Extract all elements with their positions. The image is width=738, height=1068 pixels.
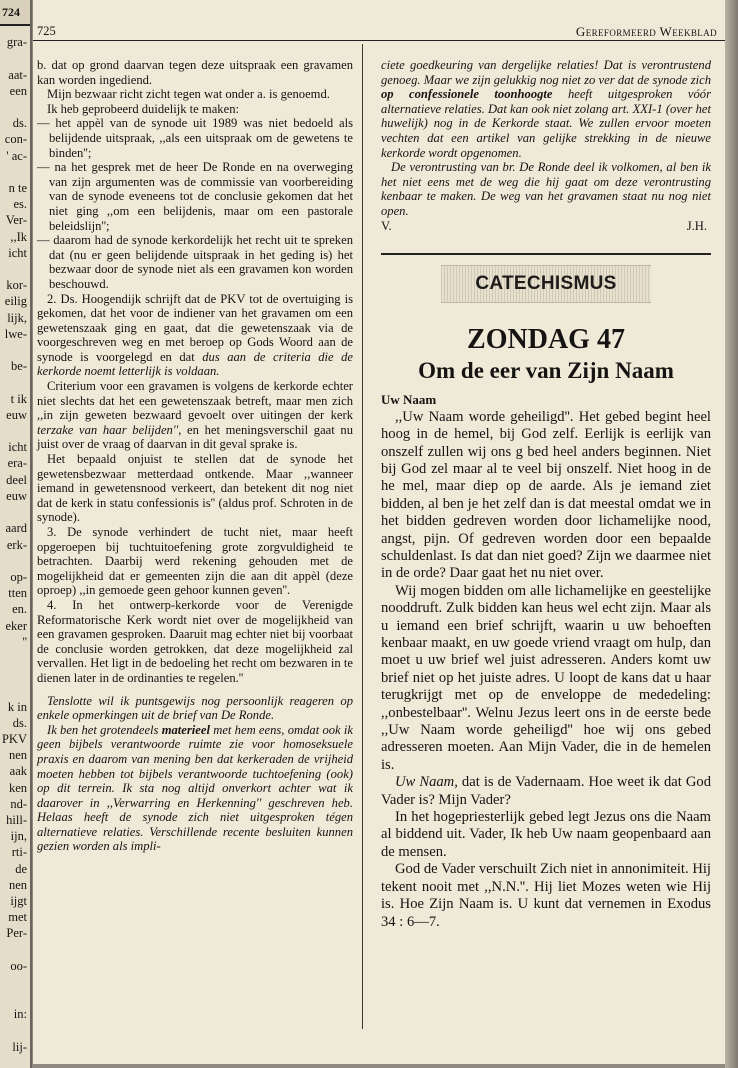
previous-page-fragment: hill- — [6, 812, 27, 827]
previous-page-fragment: t ik — [10, 391, 27, 406]
previous-page-fragment — [0, 261, 30, 277]
previous-page-fragment — [0, 666, 30, 682]
previous-page-fragment: Ver- — [5, 213, 27, 228]
previous-page-fragment: gra- — [6, 35, 27, 50]
paragraph-point-3: 3. De synode verhindert de tucht niet, maar heeft opgeroepen bij tuchtuitoefening grote zorgvuldigheid te betrachten. Daarbij werd rekening gehouden met de mogelijkheid dat er gemeenten zijn die aan dit appèl (deze oproep) ,,in gemoede geen gehoor kunnen geven''. — [37, 525, 353, 598]
page-number: 725 — [37, 24, 56, 38]
previous-page-fragment: aat- — [8, 67, 27, 82]
previous-page-fragment: deel — [6, 472, 27, 487]
previous-page-fragment — [0, 553, 30, 569]
catechism-paragraph-5: God de Vader verschuilt Zich niet in annonimiteit. Hij tekent nooit met ,,N.N.''. Hij liet Mozes weten wie Hij is. Hoe Zijn Naam is. U kunt dat vernemen in Exodus 34 : 6—7. — [381, 861, 711, 930]
criterium-text: Criterium voor een gravamen is volgens de kerkorde echter niet slechts dat het een gewetenszaak betreft, maar men zich ,,in zijn geweten bezwaard gevoelt over uitingen der kerk — [37, 379, 353, 423]
catechism-paragraph-3 — [381, 774, 711, 809]
ik-ben-text: Ik ben het grotendeels — [47, 722, 162, 737]
previous-page-fragment: icht — [8, 440, 27, 455]
publication-title: Gereformeerd Weekblad — [575, 24, 717, 39]
previous-page-fragment: nen — [8, 877, 27, 892]
previous-page-fragment: k in — [7, 699, 27, 714]
previous-page-fragment: euw — [6, 488, 27, 503]
previous-page-fragment: aard — [5, 521, 27, 536]
paragraph-point-2 — [37, 292, 353, 380]
paragraph-continuation — [381, 58, 711, 160]
page — [33, 0, 725, 1064]
previous-page-fragment: be- — [11, 359, 27, 374]
previous-page-fragment: ' ac- — [6, 148, 27, 163]
previous-page-fragment: euw — [6, 407, 27, 422]
previous-page-fragment: nen — [8, 748, 27, 763]
paragraph-ik-ben — [37, 723, 353, 854]
previous-page-fragment — [0, 423, 30, 439]
signature-line — [381, 219, 711, 234]
continuation-rest: heeft uitgesproken vóór alternatieve relaties. Dat kan ook niet zolang art. XXI-1 (over het huwelijk) nog in de Kerkorde staat. We zullen ervoor moeten vechten dat een artikel van gelijke strekking in de nieuwe kerkorde wordt opgenomen. — [381, 87, 711, 160]
previous-page-fragments — [0, 34, 30, 1055]
criterium-italic: terzake van haar belijden'', — [37, 422, 182, 437]
previous-page-fragment: oo- — [10, 958, 27, 973]
previous-page-fragment — [0, 374, 30, 390]
previous-page-fragment: Per- — [6, 926, 27, 941]
previous-page-fragment — [0, 1023, 30, 1039]
paragraph-criterium — [37, 379, 353, 452]
right-column — [381, 58, 711, 931]
dash-item-2: — na het gesprek met de heer De Ronde en na overweging van zijn argumenten was de commissie van voorbereiding van de synode eveneens tot de conclusie gekomen dat het niet ging ,,om een belijdenis, maar om een pastorale beleidslijn''; — [37, 160, 353, 233]
page-shadow — [725, 0, 738, 1068]
previous-page-fragment — [0, 942, 30, 958]
paragraph-b: b. dat op grond daarvan tegen deze uitspraak een gravamen kan worden ingediend. — [37, 58, 353, 87]
section-rule — [381, 253, 711, 255]
previous-page-fragment — [0, 342, 30, 358]
catechism-body — [381, 409, 711, 931]
zondag-heading: ZONDAG 47 — [467, 324, 625, 356]
left-column — [37, 58, 353, 854]
previous-page-fragment: ijn, — [10, 829, 27, 844]
catechism-paragraph-4: In het hogepriesterlijk gebed legt Jezus ons die Naam al biddend uit. Vader, Ik heb Uw naam geopenbaard aan de mensen. — [381, 809, 711, 860]
previous-page-fragment: ,,Ik — [10, 229, 27, 244]
previous-page-fragment: eker — [5, 618, 27, 633]
previous-page-fragment — [0, 504, 30, 520]
previous-page-fragment: en. — [12, 602, 27, 617]
previous-page-fragment: op- — [10, 569, 27, 584]
previous-page-fragment: erk- — [6, 537, 27, 552]
previous-page-fragment: nd- — [10, 796, 27, 811]
previous-page-fragment: de — [15, 861, 27, 876]
signature-right: J.H. — [686, 218, 707, 233]
column-divider — [362, 44, 363, 1029]
previous-page-fragment: met — [8, 910, 27, 925]
previous-page-fragment: lijk, — [7, 310, 27, 325]
previous-page-fragment: es. — [13, 197, 27, 212]
previous-page-fragment — [0, 99, 30, 115]
paragraph-bepaald: Het bepaald onjuist te stellen dat de synode het gewetensbezwaar metterdaad ontkende. Maar ,,wanneer iemand in gewetensnood verkeert, dan betekent dit nog niet dat de kerk in statu confessionis is'' (aldus prof. Schroten in de synode). — [37, 452, 353, 525]
previous-page-fragment — [0, 974, 30, 990]
previous-page-fragment: lij- — [12, 1039, 27, 1054]
previous-page-fragment: PKV — [1, 731, 27, 746]
paragraph-objection: Mijn bezwaar richt zicht tegen wat onder a. is genoemd. — [47, 87, 330, 102]
continuation-text: ciete goedkeuring van dergelijke relaties! Dat is verontrustend genoeg. Maar we zijn gelukkig nog niet zo ver dat de synode zich — [381, 58, 711, 87]
previous-page-fragment: tten — [8, 586, 27, 601]
previous-page-fragment — [0, 50, 30, 66]
paragraph-tried: Ik heb geprobeerd duidelijk te maken: — [47, 101, 239, 116]
previous-page-fragment — [0, 650, 30, 666]
previous-page-fragment — [0, 990, 30, 1006]
previous-page-fragment: con- — [4, 132, 27, 147]
signature-left: V. — [381, 218, 392, 233]
previous-page-fragment: eilig — [4, 294, 27, 309]
previous-page-fragment: ken — [8, 780, 27, 795]
continuation-bold: op confessionele toonhoogte — [381, 87, 553, 102]
ik-ben-bold: materieel — [161, 722, 210, 737]
previous-page-fragment: ijgt — [10, 893, 27, 908]
dash-item-1: — het appèl van de synode uit 1989 was niet bedoeld als belijdende uitspraak, ,,als een uitspraak om de gewetens te binden''; — [37, 116, 353, 160]
previous-page-fragment: rti- — [11, 845, 27, 860]
previous-page-fragment — [0, 164, 30, 180]
previous-page-fragment: kor- — [6, 278, 27, 293]
paragraph-point-4: 4. In het ontwerp-kerkorde voor de Verenigde Reformatorische Kerk wordt niet over de mogelijkheid van een gravamen gesproken. Daaruit mag echter niet bij voorbaat de conclusie worden getrokken, dat deze mogelijkheid zal vervallen. Het ligt in de bedoeling het recht om bezwaren in te dienen later in de ordinanties te regelen.'' — [37, 597, 353, 685]
dash-item-3: — daarom had de synode kerkordelijk het recht uit te spreken dat (nu er geen belijdende uitspraak in het geding is) het bezwaar door de synode niet als een gravamen kon worden beschouwd. — [37, 233, 353, 291]
catechism-paragraph-2: Wij mogen bidden om alle lichamelijke en geestelijke nooddruft. Zulk bidden kan heus wel echt zijn. Maar als u iemand een brief schrijft, waarin u uw behoeften kenbaar maakt, en uw goede vriend vraagt om hulp, dan moet u uw brief wel juist adresseren. Anders komt uw brief niet op het juiste adres. U loopt de kans dat u haar terugkrijgt met op de enveloppe de mededeling: ,,onbestelbaar''. Welnu Jezus leert ons in de eerste bede ,,Uw Naam worde geheiligd'' hoe wij ons gebed adresseren moeten. Aan Mijn Vader, die in de hemelen is. — [381, 582, 711, 773]
previous-page-edge — [0, 0, 32, 1068]
paragraph-verontrusting: De verontrusting van br. De Ronde deel ik volkomen, al ben ik het niet eens met de weg die hij gaat om deze verontrusting kenbaar te maken. De weg van het gravamen staat nu nog niet open. — [381, 160, 711, 218]
running-head — [33, 22, 725, 41]
section-banner — [441, 265, 651, 303]
point-2-text: 2. Ds. Hoogendijk schrijft dat de PKV tot de overtuiging is gekomen, dat het voor de indiener van het gravamen om een gewetenszaak ging en gaat, dat die gewetenszaak via de voorgeschreven weg en met beroep op Gods Woord aan de synode is voorgelegd en dat — [37, 291, 353, 364]
previous-page-fragment: in: — [13, 1007, 27, 1022]
previous-page-fragment: ds. — [12, 715, 27, 730]
article-subhead: Uw Naam — [381, 392, 437, 408]
previous-page-fragment: een — [9, 83, 27, 98]
previous-page-fragment: '' — [22, 634, 27, 649]
previous-page-fragment: aak — [9, 764, 27, 779]
previous-page-fragment: lwe- — [4, 326, 27, 341]
previous-page-number: 724 — [0, 0, 30, 26]
previous-page-fragment: n te — [8, 181, 27, 196]
ik-ben-rest: met hem eens, omdat ook ik geen bijbels verantwoorde ruimte zie voor homoseksuele praxis en daarom van mening ben dat kerkeraden de vrijheid moeten hebben tot bijbels verantwoorde tuchtoefening (ook) op dit terrein. Ik sta nog altijd onverkort achter wat ik daarover in ,,Verwarring en Herkenning'' geschreven heb. Helaas heeft de synode zich niet uitgesproken tégen alternatieve relaties. Verschillende recente besluiten kunnen gezien worden als impli- — [37, 722, 353, 854]
previous-page-fragment: icht — [8, 245, 27, 260]
catechism-p3-rest: dat is de Vadernaam. Hoe weet ik dat God Vader is? Mijn Vader? — [381, 774, 711, 808]
previous-page-fragment: ds. — [12, 116, 27, 131]
point-2-italic: dus aan de criteria die de kerkorde noemt letterlijk is voldaan. — [37, 349, 353, 379]
previous-page-fragment: era- — [7, 456, 27, 471]
catechism-p3-italic: Uw Naam, — [395, 774, 458, 791]
section-label: CATECHISMUS — [475, 272, 617, 294]
criterium-end: en het meningsverschil gaat nu juist over de vraag of daarvan in dit geval sprake is. — [37, 422, 353, 452]
previous-page-fragment — [0, 682, 30, 698]
catechism-paragraph-1: ,,Uw Naam worde geheiligd''. Het gebed begint heel hoog in de hemel, bij God zelf. Eerlijk is eerlijk van onszelf zullen wij ons g bed heel anders beginnen. Niet bij God zel maar al te veel bij onszelf. Niet hoog in de he mel, maar diep op de aarde. Als je iemand ziet bidden, al ben je het zelf dan is dat meestal omdat we in het bidden gedreven worden door lichamelijke nood, angst, pijn. Of gedreven worden door een bepaalde schuldenlast. Is dat dan niet goed? Zijn we daarmee niet in de orde? Daar gaat het nu niet over. — [381, 408, 711, 582]
paragraph-tenslotte: Tenslotte wil ik puntsgewijs nog persoonlijk reageren op enkele opmerkingen uit de brief van De Ronde. — [37, 693, 353, 723]
zondag-subheading: Om de eer van Zijn Naam — [418, 358, 674, 384]
